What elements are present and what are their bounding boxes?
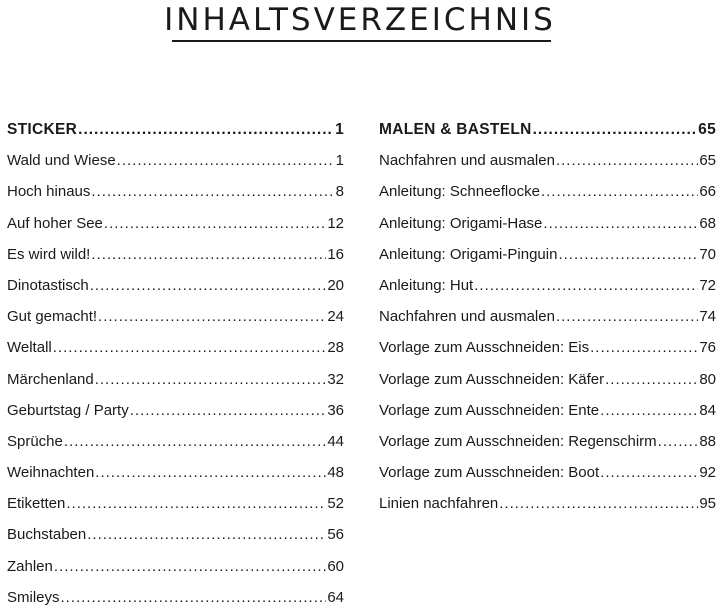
toc-section-heading xyxy=(7,114,344,145)
toc-entry xyxy=(7,582,344,613)
dot-leader xyxy=(130,395,327,426)
toc-column-right xyxy=(379,114,716,519)
dot-leader xyxy=(95,457,326,488)
toc-entry-page: 36 xyxy=(327,401,344,419)
toc-entry-label: Vorlage zum Ausschneiden: Boot xyxy=(379,464,600,482)
toc-entry xyxy=(7,301,344,332)
dot-leader xyxy=(605,364,698,395)
toc-entry xyxy=(7,426,344,457)
dot-leader xyxy=(90,270,327,301)
dot-leader xyxy=(87,519,326,550)
toc-entry-label: Hoch hinaus xyxy=(7,183,91,201)
toc-entry-page: 60 xyxy=(327,557,344,575)
toc-entry-page: 74 xyxy=(699,308,716,326)
toc-entry-page: 76 xyxy=(699,339,716,357)
toc-entry xyxy=(7,364,344,395)
toc-section-heading xyxy=(379,114,716,145)
toc-entry xyxy=(379,457,716,488)
toc-entry-page: 56 xyxy=(327,526,344,544)
toc-entry-label: Smileys xyxy=(7,588,60,606)
toc-entry-label: MALEN & BASTELN xyxy=(379,121,532,138)
toc-entry-page: 88 xyxy=(699,432,716,450)
toc-entry-label: Weihnachten xyxy=(7,464,95,482)
toc-entry-page: 12 xyxy=(327,214,344,232)
dot-leader xyxy=(66,488,326,519)
dot-leader xyxy=(91,239,326,270)
dot-leader xyxy=(543,208,698,239)
toc-entry-page: 68 xyxy=(699,214,716,232)
toc-entry-page: 64 xyxy=(327,588,344,606)
toc-entry-label: Etiketten xyxy=(7,495,66,513)
toc-entry-page: 48 xyxy=(327,464,344,482)
toc-entry-label: Sprüche xyxy=(7,432,63,450)
toc-entry-page: 70 xyxy=(699,245,716,263)
dot-leader xyxy=(600,395,698,426)
toc-entry-page: 95 xyxy=(699,495,716,513)
dot-leader xyxy=(54,551,326,582)
dot-leader xyxy=(558,239,698,270)
toc-entry-label: Auf hoher See xyxy=(7,214,103,232)
toc-entry-page: 84 xyxy=(699,401,716,419)
title-underline xyxy=(172,40,551,42)
dot-leader xyxy=(600,457,698,488)
toc-entry-label: Vorlage zum Ausschneiden: Käfer xyxy=(379,370,605,388)
toc-entry-label: Geburtstag / Party xyxy=(7,401,129,419)
toc-entry-page: 28 xyxy=(327,339,344,357)
toc-entry xyxy=(379,488,716,519)
dot-leader xyxy=(78,114,334,145)
dot-leader xyxy=(91,176,334,207)
dot-leader xyxy=(61,582,327,613)
toc-entry xyxy=(379,239,716,270)
dot-leader xyxy=(98,301,326,332)
dot-leader xyxy=(556,301,698,332)
toc-entry xyxy=(379,364,716,395)
dot-leader xyxy=(53,332,327,363)
toc-entry xyxy=(7,176,344,207)
toc-entry-page: 1 xyxy=(335,152,344,170)
toc-entry xyxy=(7,519,344,550)
dot-leader xyxy=(104,208,326,239)
toc-entry-page: 44 xyxy=(327,432,344,450)
toc-entry-page: 66 xyxy=(699,183,716,201)
toc-entry xyxy=(7,551,344,582)
dot-leader xyxy=(474,270,698,301)
toc-entry-page: 65 xyxy=(699,152,716,170)
toc-entry-label: Vorlage zum Ausschneiden: Ente xyxy=(379,401,600,419)
toc-entry-label: Linien nachfahren xyxy=(379,495,499,513)
toc-entry-page: 65 xyxy=(698,121,716,138)
toc-entry-page: 8 xyxy=(335,183,344,201)
toc-entry-label: Es wird wild! xyxy=(7,245,91,263)
toc-entry xyxy=(7,332,344,363)
toc-entry xyxy=(7,395,344,426)
dot-leader xyxy=(95,364,327,395)
toc-entry-page: 16 xyxy=(327,245,344,263)
toc-entry xyxy=(379,176,716,207)
toc-entry-page: 92 xyxy=(699,464,716,482)
toc-entry xyxy=(379,426,716,457)
toc-entry-page: 24 xyxy=(327,308,344,326)
dot-leader xyxy=(541,176,698,207)
title-block xyxy=(0,0,720,38)
toc-entry xyxy=(379,208,716,239)
toc-entry-page: 20 xyxy=(327,276,344,294)
toc-entry-label: STICKER xyxy=(7,121,78,138)
toc-column-left xyxy=(7,114,344,613)
toc-entry-label: Nachfahren und ausmalen xyxy=(379,152,555,170)
toc-entry-label: Vorlage zum Ausschneiden: Eis xyxy=(379,339,590,357)
dot-leader xyxy=(499,488,698,519)
toc-entry xyxy=(379,332,716,363)
dot-leader xyxy=(658,426,699,457)
toc-entry-label: Nachfahren und ausmalen xyxy=(379,308,555,326)
dot-leader xyxy=(533,114,698,145)
toc-entry-label: Anleitung: Origami-Hase xyxy=(379,214,543,232)
toc-entry-label: Buchstaben xyxy=(7,526,87,544)
toc-entry xyxy=(7,239,344,270)
toc-entry xyxy=(7,145,344,176)
toc-entry-label: Zahlen xyxy=(7,557,53,575)
toc-entry-page: 80 xyxy=(699,370,716,388)
toc-entry xyxy=(379,270,716,301)
dot-leader xyxy=(556,145,698,176)
dot-leader xyxy=(64,426,326,457)
toc-entry-page: 72 xyxy=(699,276,716,294)
dot-leader xyxy=(117,145,335,176)
toc-entry-label: Anleitung: Origami-Pinguin xyxy=(379,245,558,263)
toc-entry-label: Märchenland xyxy=(7,370,94,388)
toc-entry xyxy=(379,145,716,176)
toc-entry-label: Anleitung: Schneeflocke xyxy=(379,183,540,201)
toc-entry-label: Dinotastisch xyxy=(7,276,89,294)
toc-entry xyxy=(379,395,716,426)
toc-entry xyxy=(7,488,344,519)
toc-entry-label: Anleitung: Hut xyxy=(379,276,474,294)
toc-entry xyxy=(379,301,716,332)
toc-entry xyxy=(7,457,344,488)
page-title: INHALTSVERZEICHNIS xyxy=(164,2,556,38)
toc-entry-page: 52 xyxy=(327,495,344,513)
dot-leader xyxy=(590,332,698,363)
toc-entry-label: Vorlage zum Ausschneiden: Regenschirm xyxy=(379,432,657,450)
toc-entry-label: Gut gemacht! xyxy=(7,308,98,326)
toc-entry-label: Weltall xyxy=(7,339,52,357)
toc-entry-page: 32 xyxy=(327,370,344,388)
toc-entry-page: 1 xyxy=(335,121,344,138)
toc-entry xyxy=(7,270,344,301)
toc-entry xyxy=(7,208,344,239)
toc-entry-label: Wald und Wiese xyxy=(7,152,116,170)
